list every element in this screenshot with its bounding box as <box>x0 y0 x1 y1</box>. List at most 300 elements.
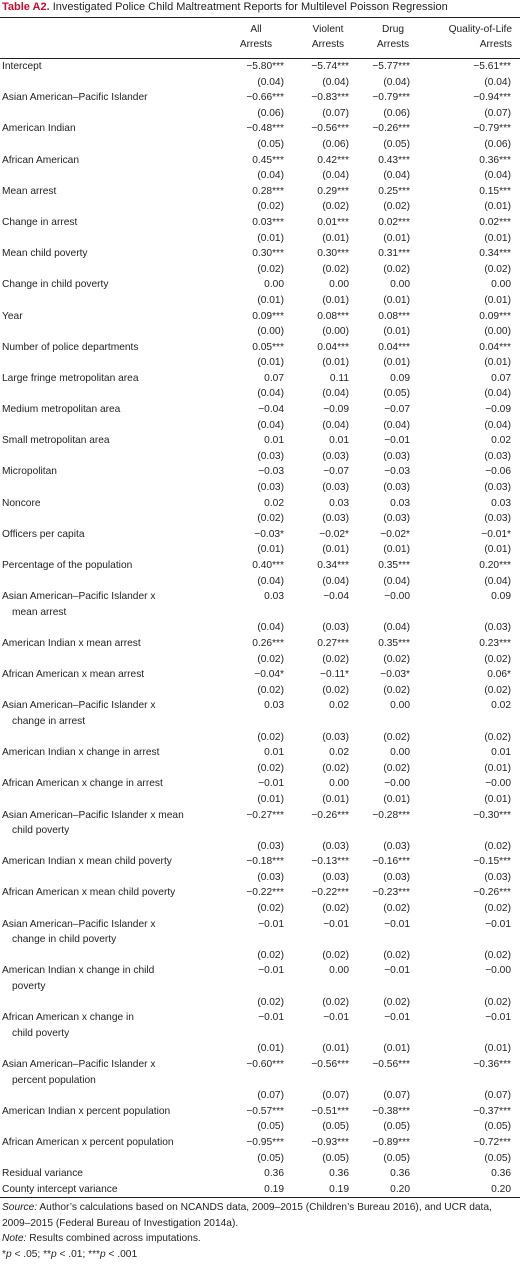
standard-error-cell: (0.04) <box>322 388 349 400</box>
coefficient-cell: −0.00 <box>485 778 511 790</box>
standard-error-cell: (0.06) <box>383 107 410 119</box>
coefficient-cell: −0.30*** <box>473 809 511 821</box>
standard-error-cell: (0.01) <box>484 232 511 244</box>
standard-error-cell: (0.06) <box>484 138 511 150</box>
coefficient-cell: 0.05*** <box>252 341 284 353</box>
coefficient-cell: 0.30*** <box>252 248 284 260</box>
coefficient-cell: −0.01 <box>384 1012 410 1024</box>
row-label: Asian American–Pacific Islander x change in arrest <box>2 700 156 727</box>
table-row <box>0 1166 520 1182</box>
coefficient-cell: 0.03*** <box>252 216 284 228</box>
row-label: Officers per capita <box>2 528 85 540</box>
standard-error-cell: (0.02) <box>383 762 410 774</box>
coefficient-cell: 0.26*** <box>252 637 284 649</box>
standard-error-cell: (0.01) <box>383 232 410 244</box>
coefficient-cell: −0.89*** <box>372 1136 410 1148</box>
standard-error-cell: (0.01) <box>484 793 511 805</box>
standard-error-cell: (0.02) <box>383 684 410 696</box>
table-row <box>0 1135 520 1151</box>
table-row <box>0 433 520 449</box>
standard-error-cell: (0.02) <box>257 731 284 743</box>
table-row <box>0 59 520 75</box>
header-drug-arrests: Drug Arrests <box>376 24 410 50</box>
coefficient-cell: −0.16*** <box>372 856 410 868</box>
standard-error-row <box>0 730 520 746</box>
coefficient-cell: 0.29*** <box>317 185 349 197</box>
coefficient-cell: 0.02 <box>491 700 511 712</box>
row-label: Asian American–Pacific Islander x mean arrest <box>2 591 156 618</box>
standard-error-cell: (0.07) <box>257 1090 284 1102</box>
standard-error-cell: (0.05) <box>383 138 410 150</box>
standard-error-cell: (0.02) <box>257 201 284 213</box>
row-label: Asian American–Pacific Islander x mean child poverty <box>2 809 184 837</box>
coefficient-cell: 0.35*** <box>378 637 410 649</box>
standard-error-cell: (0.01) <box>322 544 349 556</box>
standard-error-cell: (0.04) <box>383 575 410 587</box>
coefficient-cell: 0.01 <box>491 747 511 759</box>
standard-error-row <box>0 542 520 558</box>
coefficient-cell: −0.01* <box>481 528 511 540</box>
header-stub <box>0 18 218 59</box>
row-label: Noncore <box>2 497 41 509</box>
coefficient-cell: 0.20*** <box>479 560 511 571</box>
row-label: African American x change in arrest <box>2 778 163 790</box>
coefficient-cell: 0.45*** <box>252 154 284 166</box>
coefficient-cell: −0.01 <box>258 778 284 790</box>
standard-error-cell: (0.03) <box>484 482 511 494</box>
standard-error-cell: (0.04) <box>322 419 349 431</box>
coefficient-cell: −0.03* <box>254 528 284 540</box>
standard-error-cell: (0.03) <box>257 450 284 462</box>
coefficient-cell: −0.01 <box>384 918 410 930</box>
standard-error-cell: (0.04) <box>484 170 511 182</box>
standard-error-cell: (0.03) <box>383 513 410 525</box>
standard-error-cell: (0.07) <box>322 1090 349 1102</box>
coefficient-cell: 0.34*** <box>317 560 349 571</box>
standard-error-row <box>0 511 520 527</box>
standard-error-cell: (0.01) <box>484 201 511 213</box>
coefficient-cell: −0.66*** <box>246 92 284 104</box>
coefficient-cell: 0.34*** <box>479 248 511 260</box>
standard-error-cell: (0.01) <box>322 793 349 805</box>
standard-error-cell: (0.03) <box>383 840 410 852</box>
coefficient-cell: 0.11 <box>329 372 349 384</box>
standard-error-cell: (0.01) <box>383 544 410 556</box>
coefficient-cell: −0.95*** <box>246 1136 284 1148</box>
table-row <box>0 1057 520 1088</box>
standard-error-row <box>0 948 520 964</box>
standard-error-cell: (0.05) <box>484 1121 511 1133</box>
coefficient-cell: 0.00 <box>390 747 410 759</box>
standard-error-cell: (0.07) <box>484 1090 511 1102</box>
standard-error-cell: (0.02) <box>484 684 511 696</box>
standard-error-cell: (0.05) <box>257 138 284 150</box>
coefficient-cell: −0.37*** <box>473 1105 511 1117</box>
coefficient-cell: 0.36*** <box>479 154 511 166</box>
coefficient-cell: 0.01 <box>264 435 284 447</box>
table-row <box>0 885 520 901</box>
standard-error-cell: (0.01) <box>484 357 511 369</box>
coefficient-cell: −0.07 <box>384 404 410 416</box>
table-caption: Investigated Police Child Maltreatment Reports for Multilevel Poisson Regression <box>52 1 448 13</box>
row-label: Year <box>2 310 23 322</box>
standard-error-row <box>0 870 520 886</box>
coefficient-cell: 0.03 <box>264 700 284 712</box>
coefficient-cell: 0.02 <box>491 435 511 447</box>
standard-error-row <box>0 231 520 247</box>
coefficient-cell: −0.83*** <box>311 92 349 104</box>
standard-error-row <box>0 683 520 699</box>
standard-error-cell: (0.00) <box>257 326 284 338</box>
coefficient-cell: 0.28*** <box>252 185 284 197</box>
coefficient-cell: −0.06 <box>485 466 511 478</box>
table-row <box>0 745 520 761</box>
coefficient-cell: −0.51*** <box>311 1105 349 1117</box>
standard-error-cell: (0.03) <box>484 871 511 883</box>
coefficient-cell: 0.27*** <box>317 637 349 649</box>
coefficient-cell: −0.28*** <box>372 809 410 821</box>
table-row <box>0 184 520 200</box>
standard-error-cell: (0.01) <box>484 762 511 774</box>
coefficient-cell: 0.30*** <box>317 248 349 260</box>
coefficient-cell: 0.19 <box>294 1182 362 1198</box>
coefficient-cell: 0.31*** <box>378 248 410 260</box>
coefficient-cell: 0.36 <box>390 1168 410 1180</box>
standard-error-row <box>0 262 520 278</box>
standard-error-row <box>0 995 520 1011</box>
coefficient-cell: −0.09 <box>485 404 511 416</box>
standard-error-row <box>0 652 520 668</box>
standard-error-cell: (0.01) <box>322 357 349 369</box>
standard-error-cell: (0.02) <box>383 263 410 275</box>
standard-error-cell: (0.05) <box>383 1121 410 1133</box>
table-body <box>0 59 520 1198</box>
standard-error-cell: (0.02) <box>322 201 349 213</box>
coefficient-cell: −0.11* <box>320 669 349 681</box>
table-row <box>0 277 520 293</box>
coefficient-cell: −0.01 <box>258 965 284 977</box>
row-label: American Indian x change in child poverty <box>2 965 155 993</box>
row-label: American Indian <box>2 123 76 135</box>
coefficient-cell: −5.74*** <box>311 61 349 72</box>
standard-error-cell: (0.02) <box>322 653 349 665</box>
standard-error-cell: (0.01) <box>257 793 284 805</box>
coefficient-cell: −0.04* <box>254 669 284 681</box>
standard-error-row <box>0 293 520 309</box>
standard-error-cell: (0.02) <box>257 684 284 696</box>
standard-error-row <box>0 137 520 153</box>
row-label: American Indian x percent population <box>2 1105 171 1117</box>
coefficient-cell: 0.00 <box>390 279 410 291</box>
standard-error-cell: (0.02) <box>484 949 511 961</box>
standard-error-row <box>0 168 520 184</box>
coefficient-cell: 0.07 <box>491 372 511 384</box>
standard-error-cell: (0.01) <box>383 793 410 805</box>
standard-error-row <box>0 574 520 590</box>
standard-error-cell: (0.01) <box>484 294 511 306</box>
coefficient-cell: −0.79*** <box>473 123 511 135</box>
standard-error-cell: (0.03) <box>484 450 511 462</box>
standard-error-cell: (0.02) <box>383 201 410 213</box>
standard-error-cell: (0.02) <box>383 731 410 743</box>
standard-error-row <box>0 75 520 91</box>
standard-error-cell: (0.04) <box>257 388 284 400</box>
standard-error-cell: (0.04) <box>322 76 349 88</box>
table-row <box>0 153 520 169</box>
standard-error-cell: (0.04) <box>484 76 511 88</box>
coefficient-cell: −0.04 <box>258 404 284 416</box>
coefficient-cell: 0.09*** <box>479 310 511 322</box>
coefficient-cell: −0.03* <box>380 669 410 681</box>
row-label: African American <box>2 154 80 166</box>
row-label: Change in child poverty <box>2 279 109 291</box>
coefficient-cell: −0.00 <box>485 965 511 977</box>
row-label: Small metropolitan area <box>2 435 110 447</box>
standard-error-cell: (0.01) <box>322 294 349 306</box>
coefficient-cell: −0.01 <box>485 918 511 930</box>
standard-error-cell: (0.02) <box>383 653 410 665</box>
standard-error-cell: (0.04) <box>257 622 284 634</box>
coefficient-cell: −5.61*** <box>473 61 511 72</box>
standard-error-cell: (0.06) <box>322 138 349 150</box>
coefficient-cell: −0.01 <box>258 1012 284 1024</box>
coefficient-cell: 0.43*** <box>378 154 410 166</box>
standard-error-cell: (0.03) <box>383 450 410 462</box>
standard-error-cell: (0.02) <box>322 684 349 696</box>
standard-error-cell: (0.01) <box>257 1043 284 1055</box>
coefficient-cell: −0.01 <box>384 965 410 977</box>
table-row <box>0 589 520 620</box>
coefficient-cell: 0.06* <box>487 669 511 681</box>
coefficient-cell: −0.56*** <box>311 1059 349 1070</box>
table-row <box>0 1104 520 1120</box>
standard-error-cell: (0.03) <box>257 840 284 852</box>
header-quality-of-life-arrests: Quality-of-Life Arrests <box>448 24 512 50</box>
coefficient-cell: −0.01 <box>323 918 349 930</box>
coefficient-cell: −0.60*** <box>246 1059 284 1070</box>
standard-error-cell: (0.05) <box>383 388 410 400</box>
significance-note: *p < .05; **p < .01; ***p < .001 <box>2 1248 138 1260</box>
coefficient-cell: −0.01 <box>323 1012 349 1024</box>
standard-error-cell: (0.01) <box>383 1043 410 1055</box>
table-number: Table A2. <box>2 1 50 13</box>
coefficient-cell: −0.23*** <box>372 887 410 899</box>
table-row <box>0 808 520 839</box>
coefficient-cell: −0.94*** <box>473 92 511 104</box>
coefficient-cell: −5.77*** <box>372 61 410 72</box>
standard-error-cell: (0.02) <box>257 762 284 774</box>
standard-error-cell: (0.02) <box>257 263 284 275</box>
coefficient-cell: −0.03 <box>258 466 284 478</box>
coefficient-cell: −0.02* <box>380 528 410 540</box>
standard-error-cell: (0.07) <box>484 107 511 119</box>
coefficient-cell: 0.00 <box>264 279 284 291</box>
standard-error-cell: (0.04) <box>257 170 284 182</box>
standard-error-cell: (0.02) <box>322 903 349 915</box>
table-row <box>0 558 520 574</box>
standard-error-cell: (0.05) <box>484 1152 511 1164</box>
row-label: Large fringe metropolitan area <box>2 372 139 384</box>
coefficient-cell: 0.02*** <box>378 216 410 228</box>
coefficient-cell: −0.48*** <box>246 123 284 135</box>
standard-error-cell: (0.02) <box>257 949 284 961</box>
standard-error-cell: (0.01) <box>322 1043 349 1055</box>
coefficient-cell: −0.27*** <box>246 809 284 821</box>
table-row <box>0 246 520 262</box>
standard-error-row <box>0 1151 520 1167</box>
standard-error-cell: (0.02) <box>484 263 511 275</box>
coefficient-cell: −0.56*** <box>311 123 349 135</box>
coefficient-cell: −0.01 <box>384 435 410 447</box>
coefficient-cell: −0.04 <box>323 591 349 603</box>
coefficient-cell: −0.00 <box>384 591 410 603</box>
standard-error-cell: (0.03) <box>322 731 349 743</box>
standard-error-cell: (0.02) <box>257 903 284 915</box>
standard-error-cell: (0.04) <box>257 76 284 88</box>
standard-error-row <box>0 199 520 215</box>
table-row <box>0 636 520 652</box>
standard-error-cell: (0.00) <box>484 326 511 338</box>
coefficient-cell: −0.22*** <box>246 887 284 899</box>
results-note: Note: Results combined across imputations. <box>2 1233 201 1245</box>
source-note: Source: Author’s calculations based on NCANDS data, 2009–2015 (Children’s Bureau 2016), and UCR data, 2009–2015 (Federal Bureau of Investigation 2014a). <box>2 1202 492 1229</box>
standard-error-cell: (0.02) <box>484 903 511 915</box>
standard-error-row <box>0 449 520 465</box>
coefficient-cell: 0.07 <box>264 372 284 384</box>
table-row <box>0 776 520 792</box>
row-label: Asian American–Pacific Islander <box>2 92 148 104</box>
coefficient-cell: 0.00 <box>390 700 410 712</box>
table-row <box>0 963 520 994</box>
standard-error-row <box>0 792 520 808</box>
coefficient-cell: 0.01 <box>329 435 349 447</box>
table-row <box>0 90 520 106</box>
coefficient-cell: 0.15*** <box>479 185 511 197</box>
row-label: Asian American–Pacific Islander x change in child poverty <box>2 918 156 946</box>
standard-error-cell: (0.02) <box>484 653 511 665</box>
coefficient-cell: 0.03 <box>491 497 511 509</box>
standard-error-row <box>0 901 520 917</box>
coefficient-cell: −0.36*** <box>473 1059 511 1070</box>
standard-error-cell: (0.01) <box>322 232 349 244</box>
row-label: Micropolitan <box>2 466 57 478</box>
coefficient-cell: −0.13*** <box>311 856 349 868</box>
coefficient-cell: 0.09 <box>491 591 511 603</box>
standard-error-cell: (0.01) <box>484 544 511 556</box>
row-label: Mean arrest <box>2 185 57 197</box>
standard-error-cell: (0.02) <box>484 840 511 852</box>
standard-error-cell: (0.03) <box>383 482 410 494</box>
row-label: Change in arrest <box>2 216 78 228</box>
coefficient-cell: −0.79*** <box>372 92 410 104</box>
coefficient-cell: −0.01 <box>258 918 284 930</box>
standard-error-cell: (0.03) <box>484 513 511 525</box>
header-all-arrests: All Arrests <box>239 24 273 50</box>
coefficient-cell: 0.02*** <box>479 216 511 228</box>
coefficient-cell: −0.07 <box>323 466 349 478</box>
table-row <box>0 527 520 543</box>
standard-error-cell: (0.04) <box>383 170 410 182</box>
standard-error-cell: (0.04) <box>484 419 511 431</box>
coefficient-cell: 0.00 <box>329 778 349 790</box>
table-row <box>0 309 520 325</box>
standard-error-row <box>0 1119 520 1135</box>
coefficient-cell: 0.23*** <box>479 637 511 649</box>
standard-error-cell: (0.02) <box>257 996 284 1008</box>
standard-error-cell: (0.01) <box>257 294 284 306</box>
coefficient-cell: −0.22*** <box>311 887 349 899</box>
row-label: Intercept <box>2 61 42 72</box>
standard-error-cell: (0.02) <box>383 949 410 961</box>
row-label: African American x change in child poverty <box>2 1012 134 1039</box>
coefficient-cell: 0.02 <box>329 747 349 759</box>
standard-error-cell: (0.03) <box>257 482 284 494</box>
coefficient-cell: 0.00 <box>491 279 511 291</box>
coefficient-cell: −0.26*** <box>311 809 349 821</box>
coefficient-cell: −0.93*** <box>311 1136 349 1148</box>
coefficient-cell: 0.36 <box>491 1168 511 1180</box>
row-label: Residual variance <box>2 1168 83 1180</box>
coefficient-cell: −0.57*** <box>246 1105 284 1117</box>
coefficient-cell: −0.26*** <box>473 887 511 899</box>
standard-error-cell: (0.07) <box>322 107 349 119</box>
standard-error-cell: (0.03) <box>484 622 511 634</box>
standard-error-cell: (0.01) <box>383 357 410 369</box>
standard-error-cell: (0.04) <box>484 388 511 400</box>
standard-error-cell: (0.02) <box>484 731 511 743</box>
coefficient-cell: −0.03 <box>384 466 410 478</box>
standard-error-row <box>0 761 520 777</box>
table-title <box>0 0 520 16</box>
table-row <box>0 1010 520 1041</box>
standard-error-row <box>0 1088 520 1104</box>
row-label: American Indian x mean arrest <box>2 637 141 649</box>
standard-error-row <box>0 839 520 855</box>
standard-error-row <box>0 620 520 636</box>
table-row <box>0 917 520 948</box>
standard-error-cell: (0.04) <box>257 575 284 587</box>
row-label: Mean child poverty <box>2 248 88 260</box>
coefficient-cell: −0.56*** <box>372 1059 410 1070</box>
standard-error-cell: (0.04) <box>383 419 410 431</box>
table-row <box>0 215 520 231</box>
standard-error-cell: (0.03) <box>322 513 349 525</box>
standard-error-cell: (0.04) <box>484 575 511 587</box>
standard-error-cell: (0.03) <box>322 622 349 634</box>
standard-error-cell: (0.04) <box>257 419 284 431</box>
standard-error-row <box>0 480 520 496</box>
standard-error-cell: (0.03) <box>322 450 349 462</box>
standard-error-cell: (0.01) <box>257 544 284 556</box>
standard-error-cell: (0.05) <box>322 1152 349 1164</box>
coefficient-cell: 0.09 <box>390 372 410 384</box>
standard-error-cell: (0.03) <box>322 482 349 494</box>
coefficient-cell: 0.02 <box>264 497 284 509</box>
standard-error-cell: (0.01) <box>257 232 284 244</box>
coefficient-cell: 0.08*** <box>317 310 349 322</box>
table-row <box>0 667 520 683</box>
row-label: African American x percent population <box>2 1136 174 1148</box>
standard-error-cell: (0.01) <box>383 326 410 338</box>
coefficient-cell: −5.80*** <box>246 61 284 72</box>
standard-error-cell: (0.03) <box>322 871 349 883</box>
coefficient-cell: 0.00 <box>329 279 349 291</box>
table-row <box>0 496 520 512</box>
coefficient-cell: 0.36 <box>329 1168 349 1180</box>
standard-error-row <box>0 418 520 434</box>
standard-error-cell: (0.04) <box>383 76 410 88</box>
standard-error-row <box>0 355 520 371</box>
